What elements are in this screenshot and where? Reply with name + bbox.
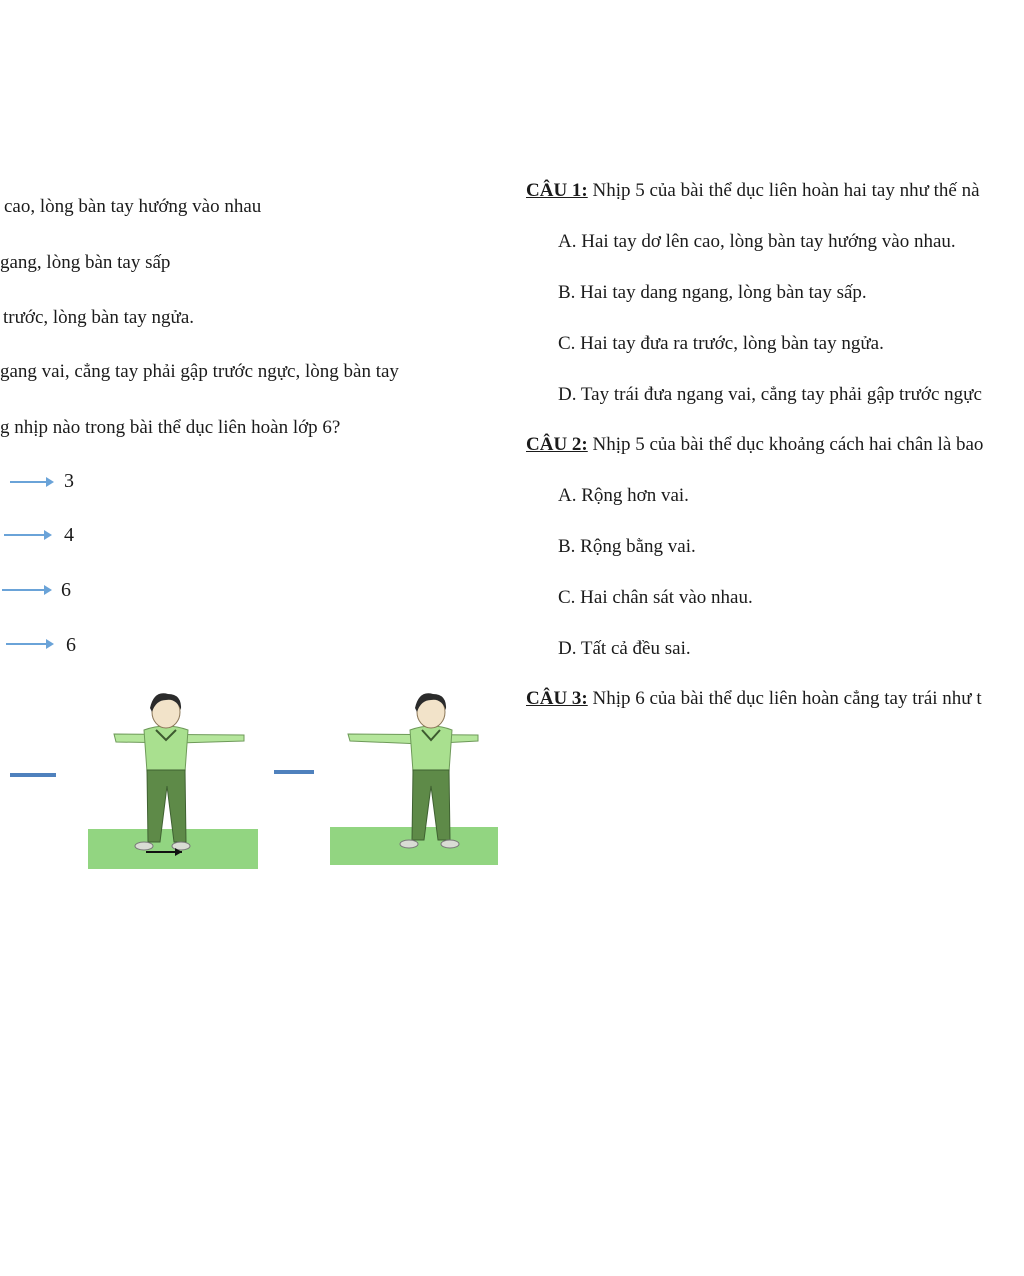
boy-exercise-illustration <box>328 690 500 868</box>
question-3-text: Nhịp 6 của bài thể dục liên hoàn cẳng tay trái như t <box>592 688 982 709</box>
question-3 <box>526 687 982 711</box>
left-line-5: g nhịp nào trong bài thể dục liên hoàn lớp 6? <box>0 417 341 438</box>
q2-option-a: A. Rộng hơn vai. <box>558 485 689 506</box>
q2-option-c: C. Hai chân sát vào nhau. <box>558 587 753 608</box>
boy-exercise-illustration <box>86 690 262 872</box>
sequence-number: 6 <box>61 579 71 601</box>
step-arrow-icon <box>4 534 50 536</box>
q1-option-d: D. Tay trái đưa ngang vai, cẳng tay phải gập trước ngực <box>558 384 982 405</box>
q2-option-d: D. Tất cả đều sai. <box>558 638 691 659</box>
sequence-number: 3 <box>64 470 74 492</box>
left-line-3: trước, lòng bàn tay ngửa. <box>3 307 195 328</box>
question-3-label: CÂU 3: <box>526 688 588 709</box>
sequence-number: 6 <box>66 634 76 656</box>
step-arrow-icon <box>6 643 52 645</box>
question-1-text: Nhịp 5 của bài thể dục liên hoàn hai tay như thế nà <box>592 180 980 201</box>
step-arrow-icon <box>10 481 52 483</box>
left-line-4: gang vai, cẳng tay phải gập trước ngực, lòng bàn tay <box>0 361 399 382</box>
left-line-2: gang, lòng bàn tay sấp <box>0 252 171 273</box>
left-line-1: cao, lòng bàn tay hướng vào nhau <box>4 196 262 217</box>
step-arrow-icon <box>274 770 314 774</box>
question-2-text: Nhịp 5 của bài thể dục khoảng cách hai chân là bao <box>592 434 984 455</box>
q2-option-b: B. Rộng bằng vai. <box>558 536 696 557</box>
question-2 <box>526 433 983 457</box>
q1-option-b: B. Hai tay dang ngang, lòng bàn tay sấp. <box>558 282 867 303</box>
sequence-number: 4 <box>64 524 74 546</box>
q1-option-a: A. Hai tay dơ lên cao, lòng bàn tay hướng vào nhau. <box>558 231 956 252</box>
step-arrow-icon <box>10 773 56 777</box>
step-arrow-icon <box>2 589 50 591</box>
question-2-label: CÂU 2: <box>526 434 588 455</box>
question-1 <box>526 179 980 203</box>
q1-option-c: C. Hai tay đưa ra trước, lòng bàn tay ngửa. <box>558 333 884 354</box>
question-1-label: CÂU 1: <box>526 180 588 201</box>
